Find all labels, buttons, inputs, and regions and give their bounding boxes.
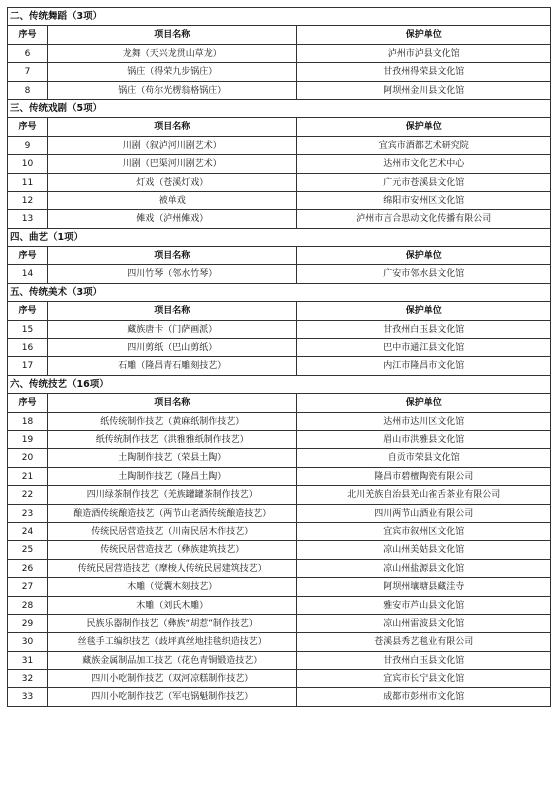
protection-unit: 自贡市荣县文化馆 [297,449,551,466]
protection-unit: 凉山州雷波县文化馆 [297,615,551,632]
row-number: 13 [8,210,48,227]
row-number: 9 [8,137,48,154]
table-row [7,413,551,431]
protection-unit: 眉山市洪雅县文化馆 [297,431,551,448]
protection-unit: 广元市苍溪县文化馆 [297,174,551,191]
table-row [7,210,551,228]
table-header-row [7,118,551,136]
table-row [7,321,551,339]
protection-unit: 巴中市通江县文化馆 [297,339,551,356]
protection-unit: 宜宾市叙州区文化馆 [297,523,551,540]
row-number: 30 [8,633,48,650]
table-row [7,137,551,155]
project-name: 四川小吃制作技艺（双河凉糕制作技艺） [48,670,298,687]
project-name: 川剧（叙泸河川剧艺术） [48,137,298,154]
row-number: 21 [8,468,48,485]
row-number: 26 [8,560,48,577]
project-name: 四川小吃制作技艺（军屯锅魁制作技艺） [48,688,298,705]
row-number: 14 [8,265,48,282]
protection-unit: 阿坝州壤塘县藏洼寺 [297,578,551,595]
table-header-row [7,26,551,44]
row-number: 31 [8,652,48,669]
project-name: 四川竹琴（邻水竹琴） [48,265,298,282]
table-row [7,174,551,192]
project-name: 传统民居营造技艺（摩梭人传统民居建筑技艺） [48,560,298,577]
table-row [7,688,551,706]
row-number: 20 [8,449,48,466]
protection-unit: 四川两节山酒业有限公司 [297,505,551,522]
protection-unit: 凉山州盐源县文化馆 [297,560,551,577]
table-row [7,560,551,578]
row-number: 28 [8,597,48,614]
table-row [7,155,551,173]
protection-unit: 隆昌市碧檀陶瓷有限公司 [297,468,551,485]
project-name: 藏族唐卡（门萨画派） [48,321,298,338]
project-name: 锅庄（苟尔光楞翁格锅庄） [48,82,298,99]
header-unit: 保护单位 [297,118,551,135]
row-number: 27 [8,578,48,595]
header-name: 项目名称 [48,302,298,319]
protection-unit: 泸州市言合思动文化传播有限公司 [297,210,551,227]
table-row [7,578,551,596]
protection-unit: 甘孜州白玉县文化馆 [297,321,551,338]
header-unit: 保护单位 [297,247,551,264]
row-number: 18 [8,413,48,430]
table-row [7,357,551,375]
row-number: 23 [8,505,48,522]
project-name: 纸传统制作技艺（黄麻纸制作技艺） [48,413,298,430]
project-name: 石雕（隆昌青石雕刻技艺） [48,357,298,374]
table-row [7,82,551,100]
project-name: 纸传统制作技艺（洪雅雅纸制作技艺） [48,431,298,448]
row-number: 19 [8,431,48,448]
table-header-row [7,302,551,320]
table-row [7,339,551,357]
protection-unit: 甘孜州白玉县文化馆 [297,652,551,669]
table-row [7,449,551,467]
header-no: 序号 [8,118,48,135]
project-name: 传统民居营造技艺（川南民居木作技艺） [48,523,298,540]
table-row [7,615,551,633]
row-number: 10 [8,155,48,172]
table-row [7,265,551,283]
header-name: 项目名称 [48,247,298,264]
section-title: 六、传统技艺（16项） [7,376,551,394]
project-name: 四川剪纸（巴山剪纸） [48,339,298,356]
table-row [7,597,551,615]
protection-unit: 宜宾市长宁县文化馆 [297,670,551,687]
table-row [7,652,551,670]
row-number: 12 [8,192,48,209]
protection-unit: 绵阳市安州区文化馆 [297,192,551,209]
section-title: 三、传统戏剧（5项） [7,100,551,118]
row-number: 29 [8,615,48,632]
project-name: 民族乐器制作技艺（彝族“胡惹”制作技艺） [48,615,298,632]
table-row [7,431,551,449]
row-number: 7 [8,63,48,80]
project-name: 酿造酒传统酿造技艺（两节山老酒传统酿造技艺） [48,505,298,522]
row-number: 15 [8,321,48,338]
table-header-row [7,247,551,265]
header-unit: 保护单位 [297,302,551,319]
project-name: 土陶制作技艺（隆昌土陶） [48,468,298,485]
protection-unit: 阿坝州金川县文化馆 [297,82,551,99]
project-name: 被单戏 [48,192,298,209]
table-row [7,486,551,504]
project-name: 丝毯手工编织技艺（歧坪真丝地挂毯织造技艺） [48,633,298,650]
project-name: 龙舞（天兴龙贯山草龙） [48,45,298,62]
protection-unit: 宜宾市酒都艺术研究院 [297,137,551,154]
header-no: 序号 [8,302,48,319]
protection-unit: 达州市文化艺术中心 [297,155,551,172]
protection-unit: 凉山州美姑县文化馆 [297,541,551,558]
table-row [7,45,551,63]
header-name: 项目名称 [48,394,298,411]
project-name: 傩戏（泸州傩戏） [48,210,298,227]
project-name: 木雕（刘氏木雕） [48,597,298,614]
project-name: 锅庄（得荣九步锅庄） [48,63,298,80]
table-row [7,670,551,688]
table-header-row [7,394,551,412]
header-no: 序号 [8,26,48,43]
header-name: 项目名称 [48,118,298,135]
row-number: 6 [8,45,48,62]
project-name: 灯戏（苍溪灯戏） [48,174,298,191]
protection-unit: 北川羌族自治县羌山雀舌茶业有限公司 [297,486,551,503]
section-title: 二、传统舞蹈（3项） [7,8,551,26]
row-number: 33 [8,688,48,705]
table-row [7,192,551,210]
project-name: 传统民居营造技艺（彝族建筑技艺） [48,541,298,558]
table-row [7,505,551,523]
project-name: 藏族金属制品加工技艺（花色青铜锻造技艺） [48,652,298,669]
table-row [7,523,551,541]
protection-unit: 甘孜州得荣县文化馆 [297,63,551,80]
protection-unit: 泸州市泸县文化馆 [297,45,551,62]
protection-unit: 苍溪县秀艺毯业有限公司 [297,633,551,650]
row-number: 24 [8,523,48,540]
row-number: 16 [8,339,48,356]
header-unit: 保护单位 [297,394,551,411]
header-unit: 保护单位 [297,26,551,43]
protection-unit: 内江市隆昌市文化馆 [297,357,551,374]
table-row [7,633,551,651]
header-name: 项目名称 [48,26,298,43]
heritage-list-table [7,7,551,707]
row-number: 22 [8,486,48,503]
table-row [7,541,551,559]
header-no: 序号 [8,247,48,264]
row-number: 11 [8,174,48,191]
table-row [7,63,551,81]
project-name: 四川绿茶制作技艺（羌族罐罐茶制作技艺） [48,486,298,503]
protection-unit: 达州市达川区文化馆 [297,413,551,430]
row-number: 8 [8,82,48,99]
section-title: 五、传统美术（3项） [7,284,551,302]
row-number: 17 [8,357,48,374]
project-name: 木雕（觉囊木刻技艺） [48,578,298,595]
row-number: 32 [8,670,48,687]
protection-unit: 雅安市芦山县文化馆 [297,597,551,614]
protection-unit: 广安市邻水县文化馆 [297,265,551,282]
table-row [7,468,551,486]
protection-unit: 成都市彭州市文化馆 [297,688,551,705]
project-name: 土陶制作技艺（荣县土陶） [48,449,298,466]
row-number: 25 [8,541,48,558]
header-no: 序号 [8,394,48,411]
section-title: 四、曲艺（1项） [7,229,551,247]
project-name: 川剧（巴渠河川剧艺术） [48,155,298,172]
